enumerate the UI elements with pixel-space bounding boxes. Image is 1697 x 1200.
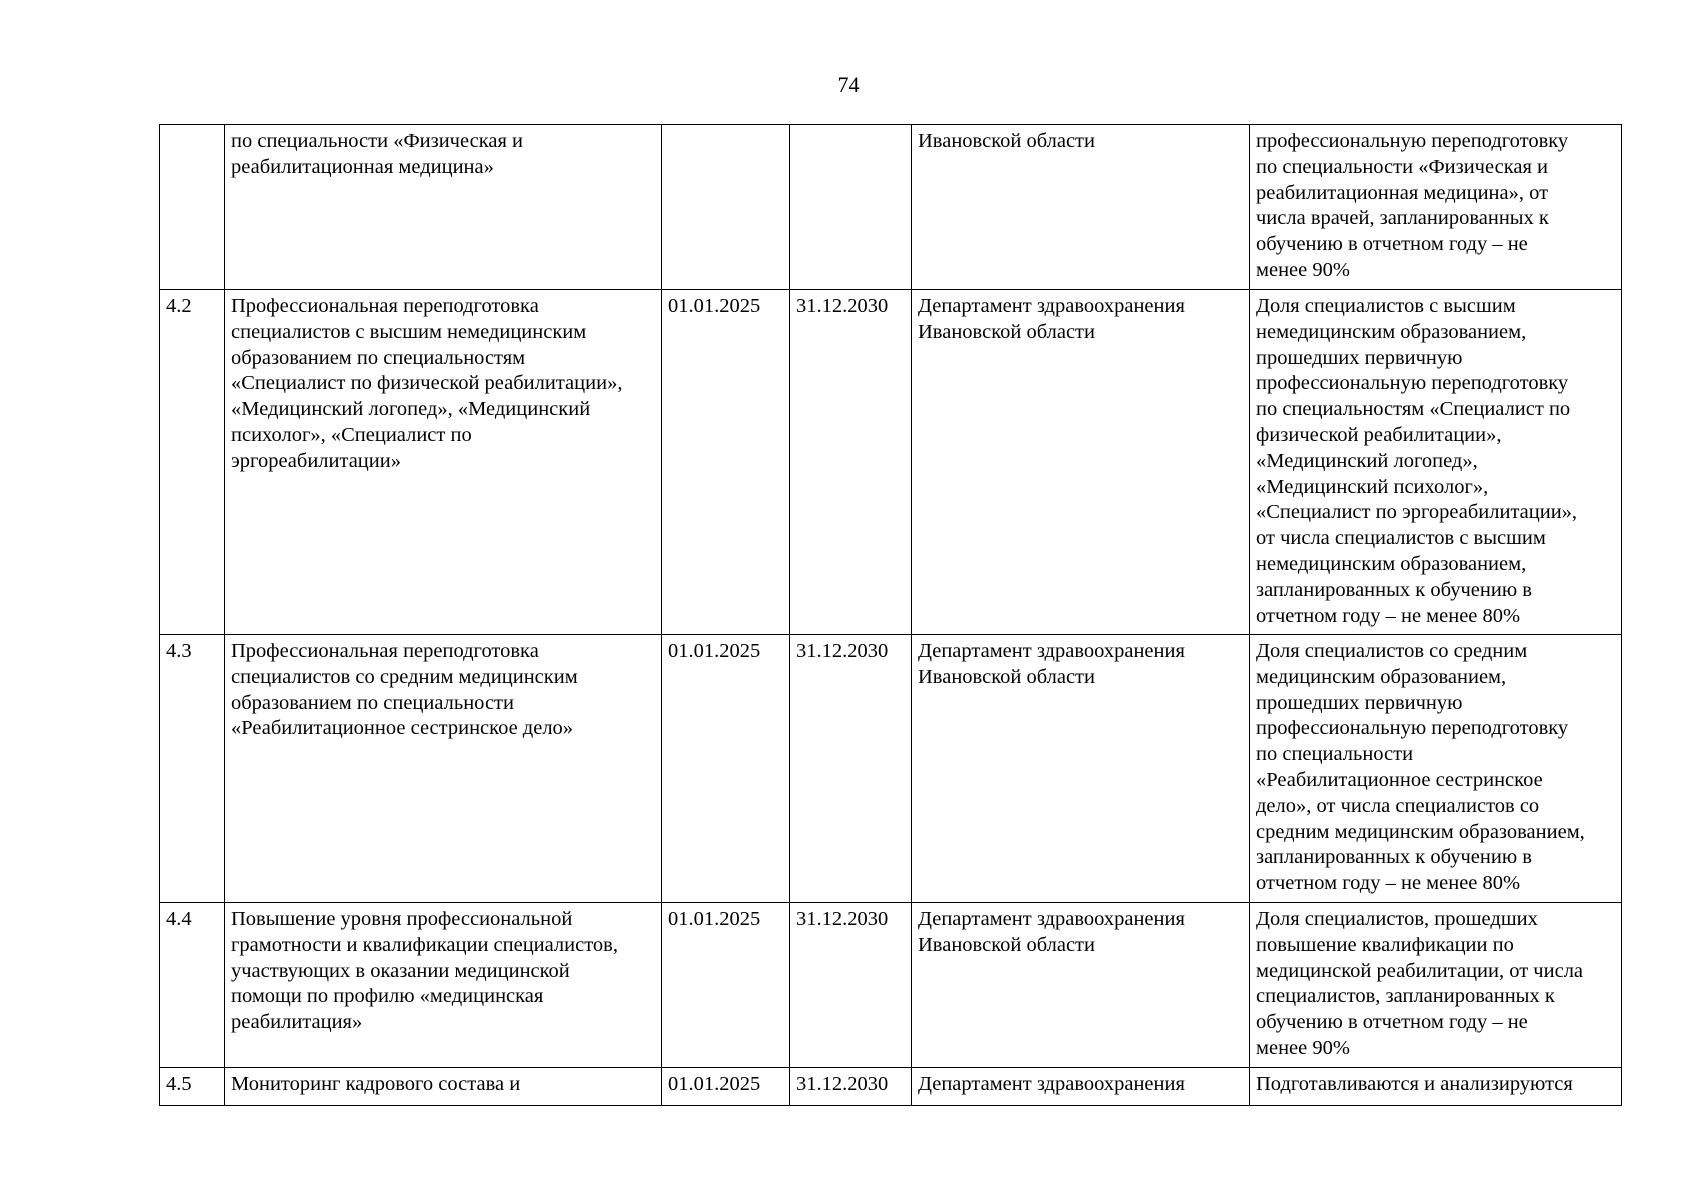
- page-number: 74: [837, 72, 860, 97]
- cell-text: 31.12.2030: [796, 295, 889, 317]
- cell-line: образованием по специальностям: [231, 346, 526, 369]
- cell-line: специалистов, запланированных к: [1256, 985, 1555, 1008]
- cell-line: физической реабилитации»,: [1256, 423, 1502, 446]
- end-date-cell: [790, 290, 912, 635]
- table-row: [160, 903, 1622, 1068]
- cell-line: Доля специалистов со средним: [1256, 640, 1528, 662]
- start-date-cell: [662, 1068, 790, 1106]
- measure-name-cell: [225, 1068, 662, 1106]
- cell-line: реабилитация»: [231, 1011, 363, 1034]
- end-date-cell: [790, 635, 912, 903]
- cell-line: «Реабилитационное сестринское дело»: [231, 717, 574, 740]
- result-cell: [1250, 635, 1622, 903]
- start-date-cell: [662, 290, 790, 635]
- cell-line: «Реабилитационное сестринское: [1256, 768, 1543, 791]
- cell-text: 4.2: [166, 295, 192, 317]
- cell-line: специалистов со средним медицинским: [231, 665, 578, 688]
- cell-line: эргореабилитации»: [231, 449, 401, 472]
- measure-name-cell: [225, 635, 662, 903]
- responsible-cell: [912, 903, 1250, 1068]
- result-cell: [1250, 125, 1622, 290]
- cell-line: образованием по специальности: [231, 691, 514, 714]
- cell-text: 4.5: [166, 1073, 192, 1095]
- cell-text: 01.01.2025: [668, 640, 761, 662]
- start-date-cell: [662, 125, 790, 290]
- row-number-cell: [160, 125, 225, 290]
- cell-line: запланированных к обучению в: [1256, 578, 1532, 601]
- measure-name-cell: [225, 290, 662, 635]
- table-row: [160, 635, 1622, 903]
- cell-line: прошедших первичную: [1256, 691, 1463, 714]
- cell-line: менее 90%: [1256, 258, 1350, 281]
- cell-line: по специальности «Физическая и: [1256, 155, 1548, 178]
- result-cell: [1250, 290, 1622, 635]
- row-number-cell: [160, 290, 225, 635]
- measure-name-cell: [225, 125, 662, 290]
- cell-line: дело», от числа специалистов со: [1256, 794, 1540, 817]
- cell-line: «Специалист по физической реабилитации»,: [231, 372, 623, 395]
- cell-line: помощи по профилю «медицинская: [231, 985, 544, 1008]
- cell-line: реабилитационная медицина»: [231, 155, 494, 178]
- cell-line: Ивановской области: [918, 665, 1095, 688]
- table-row: [160, 125, 1622, 290]
- cell-line: Ивановской области: [918, 130, 1095, 152]
- cell-text: 01.01.2025: [668, 1073, 761, 1095]
- cell-line: Подготавливаются и анализируются: [1256, 1073, 1573, 1095]
- cell-line: отчетном году – не менее 80%: [1256, 604, 1521, 627]
- result-cell: [1250, 1068, 1622, 1106]
- cell-line: средним медицинским образованием,: [1256, 820, 1585, 843]
- cell-text: 01.01.2025: [668, 908, 761, 930]
- responsible-cell: [912, 635, 1250, 903]
- end-date-cell: [790, 903, 912, 1068]
- cell-line: Ивановской области: [918, 320, 1095, 343]
- measures-table: [159, 124, 1622, 1106]
- cell-line: по специальности «Физическая и: [231, 130, 523, 152]
- cell-line: от числа специалистов с высшим: [1256, 527, 1546, 550]
- cell-line: обучению в отчетном году – не: [1256, 1011, 1528, 1034]
- cell-line: отчетном году – не менее 80%: [1256, 872, 1521, 895]
- end-date-cell: [790, 125, 912, 290]
- cell-line: Профессиональная переподготовка: [231, 640, 539, 662]
- cell-text: 31.12.2030: [796, 640, 889, 662]
- start-date-cell: [662, 903, 790, 1068]
- cell-line: специалистов с высшим немедицинским: [231, 320, 587, 343]
- cell-line: Доля специалистов с высшим: [1256, 295, 1516, 317]
- cell-line: прошедших первичную: [1256, 346, 1463, 369]
- cell-line: Департамент здравоохранения: [918, 908, 1185, 930]
- cell-line: «Медицинский психолог»,: [1256, 475, 1489, 498]
- cell-line: Доля специалистов, прошедших: [1256, 908, 1538, 930]
- cell-line: медицинской реабилитации, от числа: [1256, 959, 1584, 982]
- responsible-cell: [912, 125, 1250, 290]
- cell-line: профессиональную переподготовку: [1256, 717, 1569, 740]
- cell-line: немедицинским образованием,: [1256, 320, 1527, 343]
- cell-line: Ивановской области: [918, 933, 1095, 956]
- cell-text: 01.01.2025: [668, 295, 761, 317]
- cell-text: 4.4: [166, 908, 192, 930]
- cell-line: Департамент здравоохранения: [918, 1073, 1185, 1095]
- table-row: [160, 290, 1622, 635]
- cell-text: 4.3: [166, 640, 192, 662]
- responsible-cell: [912, 290, 1250, 635]
- responsible-cell: [912, 1068, 1250, 1106]
- cell-line: числа врачей, запланированных к: [1256, 207, 1549, 230]
- cell-line: «Медицинский логопед», «Медицинский: [231, 398, 591, 421]
- cell-text: 31.12.2030: [796, 1073, 889, 1095]
- row-number-cell: [160, 1068, 225, 1106]
- cell-line: «Медицинский логопед»,: [1256, 449, 1478, 472]
- cell-line: Повышение уровня профессиональной: [231, 908, 573, 930]
- cell-line: «Специалист по эргореабилитации»,: [1256, 501, 1578, 524]
- start-date-cell: [662, 635, 790, 903]
- cell-line: грамотности и квалификации специалистов,: [231, 933, 618, 956]
- end-date-cell: [790, 1068, 912, 1106]
- result-cell: [1250, 903, 1622, 1068]
- cell-line: повышение квалификации по: [1256, 933, 1514, 956]
- cell-line: по специальностям «Специалист по: [1256, 398, 1571, 421]
- table-row: [160, 1068, 1622, 1106]
- cell-text: 31.12.2030: [796, 908, 889, 930]
- cell-line: запланированных к обучению в: [1256, 846, 1532, 869]
- cell-line: Департамент здравоохранения: [918, 295, 1185, 317]
- cell-line: реабилитационная медицина», от: [1256, 181, 1549, 204]
- cell-line: Департамент здравоохранения: [918, 640, 1185, 662]
- cell-line: немедицинским образованием,: [1256, 552, 1527, 575]
- cell-line: профессиональную переподготовку: [1256, 130, 1569, 152]
- cell-line: психолог», «Специалист по: [231, 423, 472, 446]
- cell-line: медицинским образованием,: [1256, 665, 1507, 688]
- cell-line: обучению в отчетном году – не: [1256, 233, 1528, 256]
- cell-line: по специальности: [1256, 743, 1414, 766]
- row-number-cell: [160, 903, 225, 1068]
- measure-name-cell: [225, 903, 662, 1068]
- cell-line: Мониторинг кадрового состава и: [231, 1073, 521, 1095]
- cell-line: менее 90%: [1256, 1036, 1350, 1059]
- cell-line: Профессиональная переподготовка: [231, 295, 539, 317]
- cell-line: участвующих в оказании медицинской: [231, 959, 570, 982]
- row-number-cell: [160, 635, 225, 903]
- cell-line: профессиональную переподготовку: [1256, 372, 1569, 395]
